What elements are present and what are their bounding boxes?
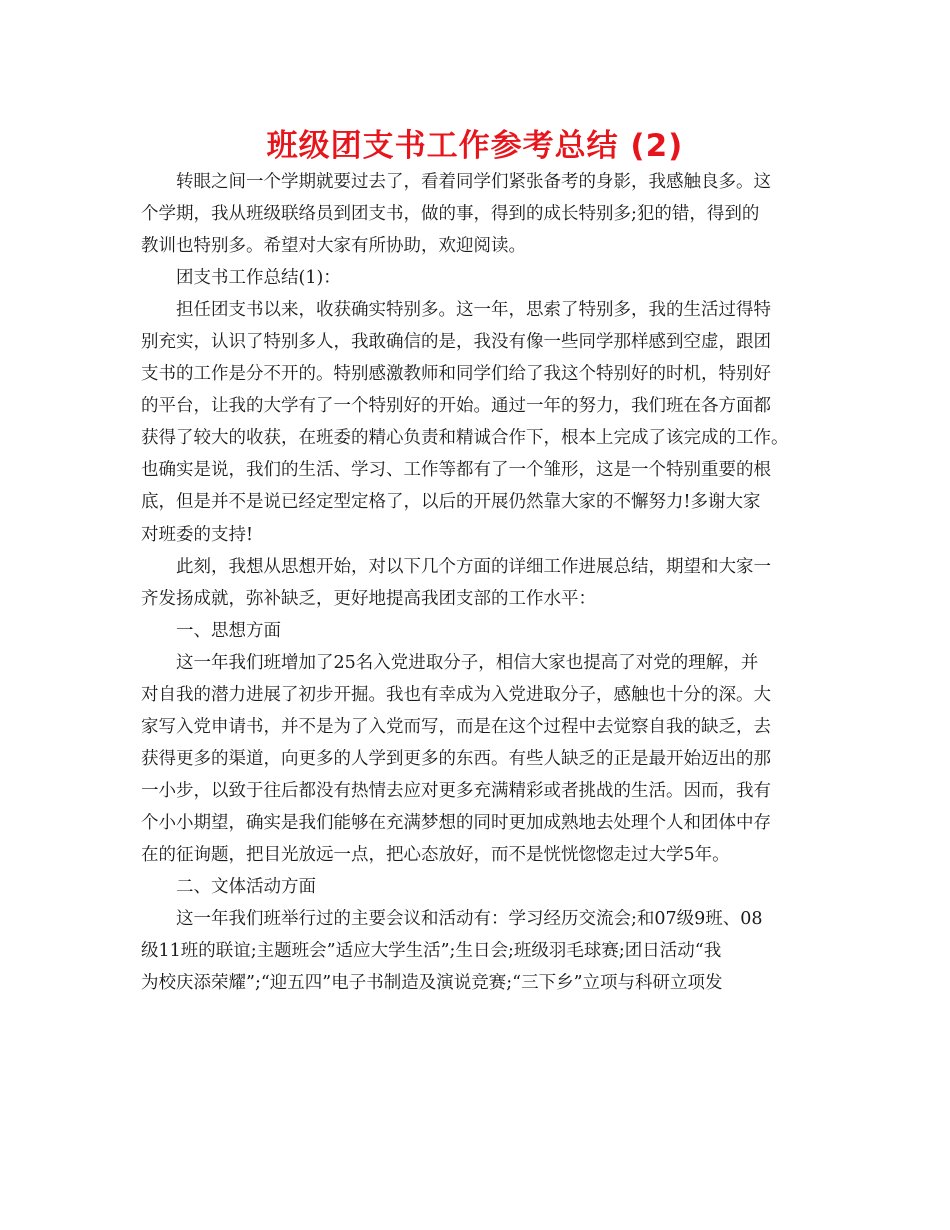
paragraph-line: 对自我的潜力进展了初步开掘。我也有幸成为入党进取分子，感触也十分的深。大 bbox=[141, 684, 771, 705]
paragraph-line: 别充实，认识了特别多人，我敢确信的是，我没有像一些同学那样感到空虚，跟团 bbox=[141, 332, 771, 353]
paragraph-line: 获得了较大的收获，在班委的精心负责和精诚合作下，根本上完成了该完成的工作。 bbox=[141, 428, 789, 449]
paragraph-line: 担任团支书以来，收获确实特别多。这一年，思索了特别多，我的生活过得特 bbox=[176, 300, 771, 321]
paragraph-line: 一小步，以致于往后都没有热情去应对更多充满精彩或者挑战的生活。因而，我有 bbox=[141, 780, 771, 801]
paragraph-line: 教训也特别多。希望对大家有所协助，欢迎阅读。 bbox=[141, 236, 526, 257]
paragraph-line: 个学期，我从班级联络员到团支书，做的事，得到的成长特别多;犯的错，得到的 bbox=[141, 204, 760, 225]
paragraph-line: 对班委的支持! bbox=[141, 524, 254, 545]
paragraph-line: 这一年我们班举行过的主要会议和活动有：学习经历交流会;和07级9班、08 bbox=[176, 909, 763, 930]
paragraph-line: 家写入党申请书，并不是为了入党而写，而是在这个过程中去觉察自我的缺乏，去 bbox=[141, 716, 771, 737]
paragraph-line: 此刻，我想从思想开始，对以下几个方面的详细工作进展总结，期望和大家一 bbox=[176, 556, 771, 577]
section-heading: 一、思想方面 bbox=[176, 620, 281, 641]
document-body bbox=[141, 166, 821, 999]
paragraph-line: 这一年我们班增加了25名入党进取分子，相信大家也提高了对党的理解，并 bbox=[176, 652, 759, 673]
paragraph-line: 为校庆添荣耀”;“迎五四”电子书制造及演说竞赛;“三下乡”立项与科研立项发 bbox=[141, 973, 723, 994]
section-heading: 团支书工作总结(1)： bbox=[176, 268, 341, 289]
paragraph-line: 齐发扬成就，弥补缺乏，更好地提高我团支部的工作水平： bbox=[141, 588, 596, 609]
section-heading: 二、文体活动方面 bbox=[176, 877, 316, 898]
paragraph-line: 也确实是说，我们的生活、学习、工作等都有了一个雏形，这是一个特别重要的根 bbox=[141, 460, 771, 481]
paragraph-line: 在的征询题，把目光放远一点，把心态放好，而不是恍恍惚惚走过大学5年。 bbox=[141, 844, 730, 865]
paragraph-line: 转眼之间一个学期就要过去了，看着同学们紧张备考的身影，我感触良多。这 bbox=[176, 172, 771, 192]
paragraph-line: 级11班的联谊;主题班会”适应大学生活”;生日会;班级羽毛球赛;团日活动“我 bbox=[141, 941, 722, 962]
paragraph-line: 的平台，让我的大学有了一个特别好的开始。通过一年的努力，我们班在各方面都 bbox=[141, 396, 771, 417]
paragraph-line: 获得更多的渠道，向更多的人学到更多的东西。有些人缺乏的正是最开始迈出的那 bbox=[141, 748, 771, 769]
paragraph-line: 支书的工作是分不开的。特别感激教师和同学们给了我这个特别好的时机，特别好 bbox=[141, 364, 771, 385]
paragraph-line: 底，但是并不是说已经定型定格了，以后的开展仍然靠大家的不懈努力!多谢大家 bbox=[141, 492, 761, 513]
document-title: 班级团支书工作参考总结 (2) bbox=[266, 128, 684, 164]
paragraph-line: 个小小期望，确实是我们能够在充满梦想的同时更加成熟地去处理个人和团体中存 bbox=[141, 812, 771, 833]
